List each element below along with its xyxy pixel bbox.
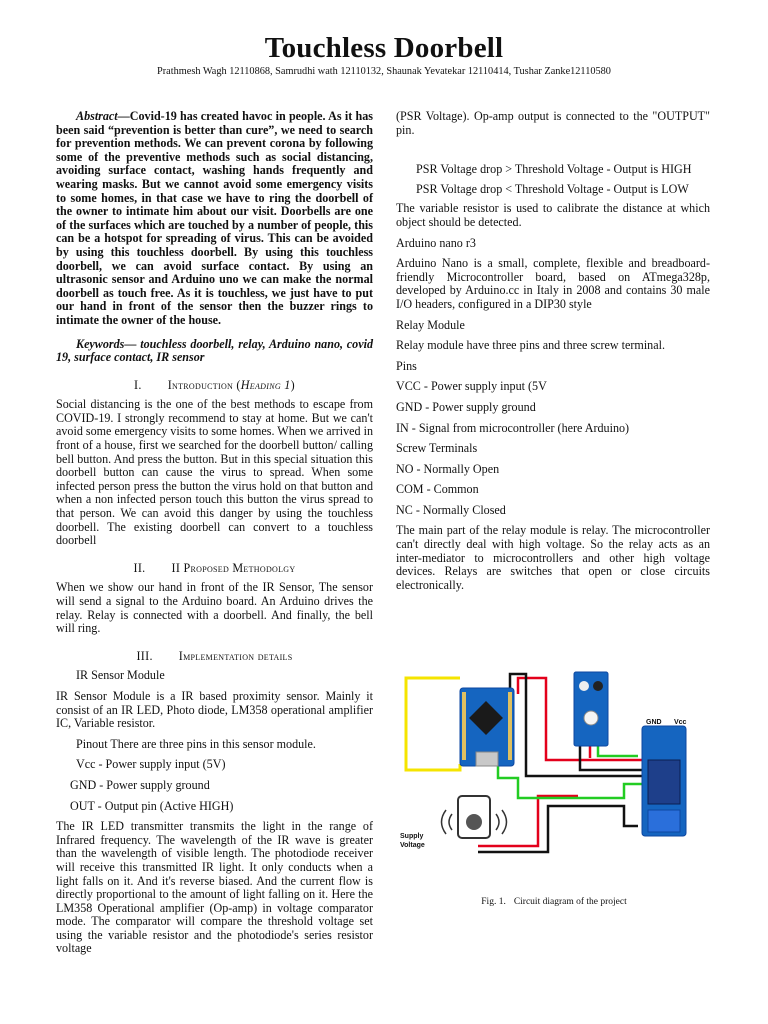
ir-led-paragraph: The IR LED transmitter transmits the light in the range of Infrared frequency. The wavelength of the IR wave is greater than the wavelength of visible length. The photodiode receiver will receive this transmitted IR light. It only conducts when a light falls on it. And it's reverse biased. And the current flow is directly proportional to the amount of light falling on it. Here the LM358 Operational amplifier (Op-amp) in voltage comparator mode. The comparator will compare the threshold voltage set using the variable resistor and the photodiode's series resistor voltage — [56, 819, 373, 956]
heading-text-close: ) — [290, 377, 295, 392]
methodology-paragraph: When we show our hand in front of the IR Sensor, The sensor will send a signal to the Arduino board. An Arduino drives the relay. Relay is connected with a doorbell. And finally, the bell will ring. — [56, 580, 373, 636]
ir-module-paragraph: IR Sensor Module is a IR based proximity sensor. Mainly it consist of an IR LED, Photo diode, LM358 operational amplifier IC, Variable resistor. — [56, 688, 373, 731]
doorbell-button-icon — [466, 814, 482, 830]
abstract — [56, 110, 373, 328]
nano-heading: Arduino nano r3 — [396, 235, 476, 250]
supply-voltage-label-2: Voltage — [400, 842, 425, 849]
ir-pin-gnd: GND - Power supply ground — [70, 777, 210, 792]
figure-caption-text: Circuit diagram of the project — [513, 897, 627, 907]
heading-number: III. — [136, 648, 153, 663]
relay-heading: Relay Module — [396, 317, 465, 332]
psr-low-line: PSR Voltage drop < Threshold Voltage - Output is LOW — [416, 181, 689, 196]
abstract-text: Covid-19 has created havoc in people. As it has been said “prevention is better than cure”, we need to search for prevention methods. We can prevent corona by following some of the preventive methods such as social distancing, avoiding surface contact, washing hands frequently and wearing masks. But we cannot avoid some emergency visits to some homes, in that case we have to ring the doorbell of the owner to intimate him about our visit. Doorbells are one of the surfaces which are touched by a number of people, this can be a hotspot for spreading of virus. This can be avoided by using this touchless doorbell. By using this touchless doorbell, we can avoid surface contact. By using an ultrasonic sensor and Arduino uno we can make the normal doorbell as touch free. As it is touchless, we just have to put our hand in front of the sensor then the buzzer rings to intimate the owner of the house. — [56, 109, 373, 327]
supply-voltage-label: Supply — [400, 833, 424, 840]
heading-proposed-methodology — [56, 562, 373, 576]
terminal-nc: NC - Normally Closed — [396, 502, 506, 517]
photodiode-icon — [593, 681, 603, 691]
pins-heading: Pins — [396, 358, 417, 373]
figure-label: Fig. 1. — [481, 897, 506, 907]
nano-paragraph: Arduino Nano is a small, complete, flexible and breadboard-friendly Microcontroller board, based on ATmega328p, developed by Arduino.cc in Italy in 2008 and contains 30 male I/O headers, configured in a DIP30 style — [396, 256, 710, 311]
circuit-diagram — [398, 666, 710, 856]
relay-pin-gnd: GND - Power supply ground — [396, 399, 536, 414]
ir-pin-vcc: Vcc - Power supply input (5V) — [76, 757, 226, 772]
heading-text-italic: Heading 1 — [240, 377, 291, 392]
ir-led-icon — [579, 681, 589, 691]
screw-terminals-heading: Screw Terminals — [396, 441, 478, 456]
gnd-label: GND — [646, 719, 662, 726]
ir-module-heading: IR Sensor Module — [76, 668, 165, 683]
heading-text: Introduction ( — [167, 377, 241, 392]
relay-pin-vcc: VCC - Power supply input (5V — [396, 379, 547, 394]
figure-caption — [398, 897, 710, 907]
heading-implementation — [56, 650, 373, 664]
left-column — [56, 110, 373, 956]
introduction-paragraph: Social distancing is the one of the best methods to escape from COVID-19. I strongly recommend to stay at home. But we can't avoid some emergency visits to some homes. When we arrived in front of a house, first we searched for the doorbell button/ calling bell button. And press the button. But in this special situation this doorbell button can cause the virus to spread. When some infected person press the button the virus hold on that button and when a non infected person touch this button the virus spread to that person. We can avoid this danger by using the touchless doorbell. The existing doorbell can convert to a touchless doorbell — [56, 397, 373, 548]
ir-pin-out: OUT - Output pin (Active HIGH) — [70, 798, 234, 813]
relay-pin-in: IN - Signal from microcontroller (here Arduino) — [396, 420, 630, 435]
ir-sensor-module — [574, 672, 608, 746]
author-list: Prathmesh Wagh 12110868, Samrudhi wath 12110132, Shaunak Yevatekar 12110414, Tushar Zanke12110580 — [157, 66, 611, 77]
heading-number: I. — [134, 377, 142, 392]
abstract-dash: — — [117, 109, 130, 123]
terminal-com: COM - Common — [396, 482, 479, 497]
yellow-wire — [406, 678, 460, 770]
arduino-usb-port — [476, 752, 498, 766]
keywords: Keywords— touchless doorbell, relay, Arduino nano, covid 19, surface contact, IR sensor — [56, 336, 373, 365]
pinout-text: Pinout There are three pins in this sensor module. — [76, 736, 316, 751]
potentiometer-icon — [584, 711, 598, 725]
heading-text: Implementation details — [178, 648, 293, 663]
heading-text: II Proposed Methodolgy — [171, 560, 296, 575]
terminal-no: NO - Normally Open — [396, 461, 500, 476]
abstract-lead: Abstract — [76, 109, 118, 123]
right-column — [396, 110, 710, 592]
red-wire-supply — [478, 796, 578, 846]
variable-resistor-paragraph: The variable resistor is used to calibrate the distance at which object should be detected. — [396, 201, 710, 229]
paper-title: Touchless Doorbell — [264, 32, 504, 64]
circuit-diagram-figure — [398, 666, 710, 856]
heading-number: II. — [133, 560, 146, 575]
psr-high-line: PSR Voltage drop > Threshold Voltage - Output is HIGH — [416, 162, 692, 177]
psr-continuation: (PSR Voltage). Op-amp output is connected to the "OUTPUT" pin. — [396, 109, 710, 137]
heading-introduction — [56, 379, 373, 393]
relay-body — [648, 760, 680, 804]
relay-pins-paragraph: Relay module have three pins and three screw terminal. — [396, 338, 665, 353]
vcc-label: Vcc — [674, 719, 687, 726]
screw-terminal-block — [648, 810, 680, 832]
relay-main-paragraph: The main part of the relay module is relay. The microcontroller can't directly deal with high voltage. So the relay acts as an inter-mediator to microcontrollers and other high voltage devices. Relays are switches that open or close circuits electronically. — [396, 523, 710, 592]
